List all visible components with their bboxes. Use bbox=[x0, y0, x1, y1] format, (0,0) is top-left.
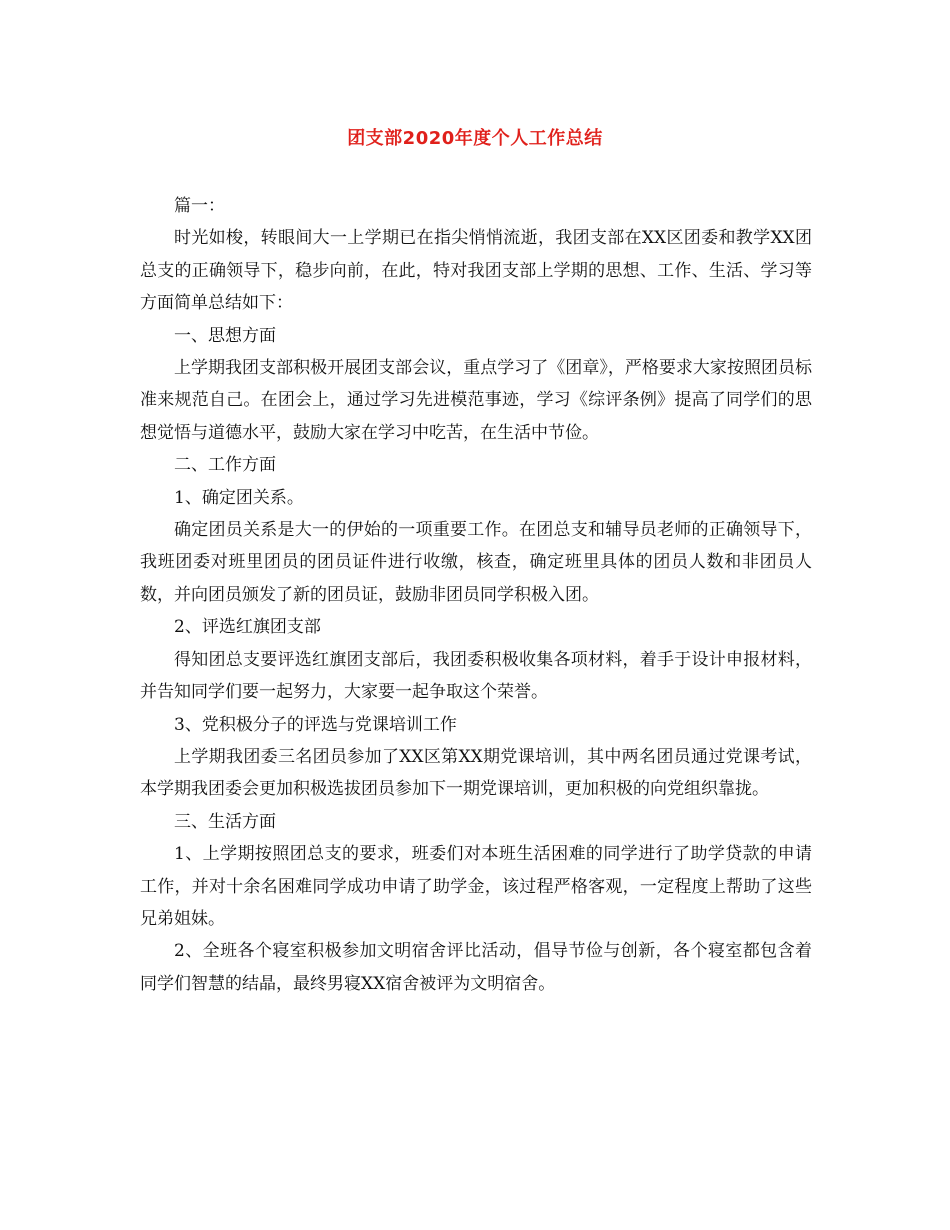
document-body bbox=[140, 190, 812, 1000]
heading-life: 三、生活方面 bbox=[174, 811, 276, 832]
subheading-membership: 1、确定团关系。 bbox=[174, 487, 304, 508]
paragraph-intro: 时光如梭，转眼间大一上学期已在指尖悄悄流逝，我团支部在XX区团委和教学XX团总支的正确领导下，稳步向前，在此，特对我团支部上学期的思想、工作、生活、学习等方面简单总结如下： bbox=[140, 228, 812, 314]
paragraph-thought: 上学期我团支部积极开展团支部会议，重点学习了《团章》，严格要求大家按照团员标准来规范自己。在团会上，通过学习先进模范事迹，学习《综评条例》提高了同学们的思想觉悟与道德水平，鼓励大家在学习中吃苦，在生活中节俭。 bbox=[140, 358, 812, 443]
heading-work: 二、工作方面 bbox=[174, 455, 276, 476]
paragraph-life-dorm: 2、全班各个寝室积极参加文明宿舍评比活动，倡导节俭与创新，各个寝室都包含着同学们智慧的结晶，最终男寝XX宿舍被评为文明宿舍。 bbox=[140, 941, 812, 994]
paragraph-life-aid: 1、上学期按照团总支的要求，班委们对本班生活困难的同学进行了助学贷款的申请工作，并对十余名困难同学成功申请了助学金，该过程严格客观，一定程度上帮助了这些兄弟姐妹。 bbox=[140, 844, 812, 929]
paragraph-section-label: 篇一： bbox=[174, 196, 225, 216]
subheading-party-training: 3、党积极分子的评选与党课培训工作 bbox=[174, 714, 457, 735]
paragraph-red-flag: 得知团总支要评选红旗团支部后，我团委积极收集各项材料，着手于设计申报材料，并告知同学们要一起努力，大家要一起争取这个荣誉。 bbox=[140, 649, 812, 703]
document-title: 团支部2020年度个人工作总结 bbox=[347, 128, 603, 149]
paragraph-party-training: 上学期我团委三名团员参加了XX区第XX期党课培训，其中两名团员通过党课考试，本学期我团委会更加积极选拔团员参加下一期党课培训，更加积极的向党组织靠拢。 bbox=[140, 746, 812, 800]
paragraph-membership: 确定团员关系是大一的伊始的一项重要工作。在团总支和辅导员老师的正确领导下，我班团委对班里团员的团员证件进行收缴，核查，确定班里具体的团员人数和非团员人数，并向团员颁发了新的团员证，鼓励非团员同学积极入团。 bbox=[140, 520, 812, 605]
subheading-red-flag: 2、评选红旗团支部 bbox=[174, 617, 321, 638]
heading-thought: 一、思想方面 bbox=[174, 325, 276, 346]
